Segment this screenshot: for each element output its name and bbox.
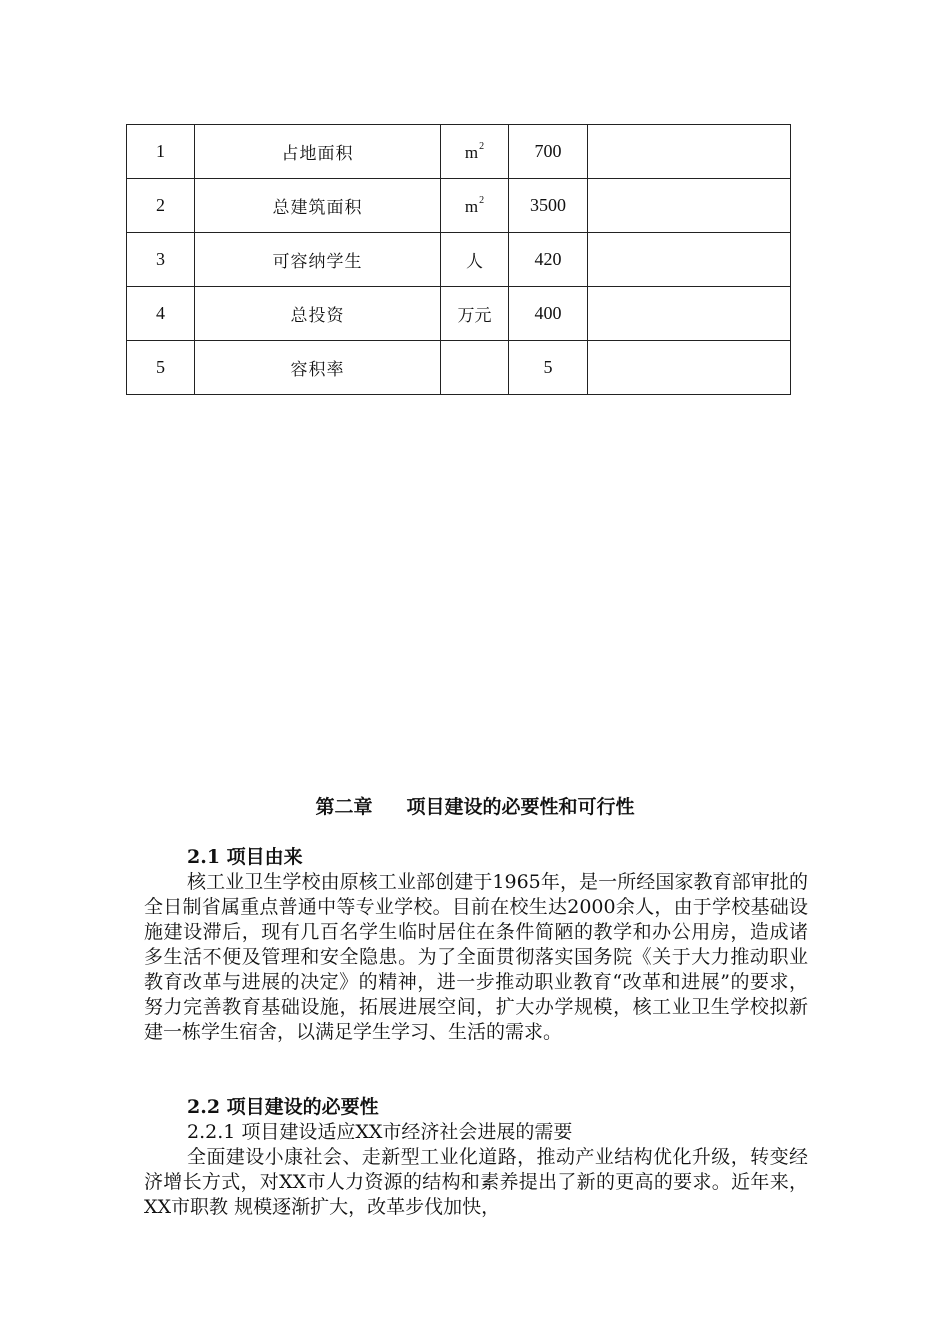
table-row <box>127 287 791 341</box>
item-unit <box>441 287 509 341</box>
section-2-2-heading: 2.2 项目建设的必要性 <box>187 1096 379 1118</box>
table-row <box>127 179 791 233</box>
unit-text: 万元 <box>457 306 492 326</box>
item-name: 占地面积 <box>195 125 441 179</box>
item-note <box>588 341 791 395</box>
item-value: 5 <box>509 341 588 395</box>
unit-text: m <box>464 142 479 162</box>
item-name: 容积率 <box>195 341 441 395</box>
section-2-1-paragraph: 核工业卫生学校由原核工业部创建于1965年，是一所经国家教育部审批的全日制省属重点普通中等专业学校。目前在校生达2000余人，由于学校基础设施建设滞后，现有几百名学生临时居住在条件简陋的教学和办公用房，造成诸多生活不便及管理和安全隐患。为了全面贯彻落实国务院《关于大力推动职业教育改革与进展的决定》的精神，进一步推动职业教育“改革和进展”的要求，努力完善教育基础设施，拓展进展空间，扩大办学规模，核工业卫生学校拟新建一栋学生宿舍，以满足学生学习、生活的需求。 <box>144 871 808 1043</box>
item-note <box>588 287 791 341</box>
chapter-title <box>0 792 950 819</box>
item-note <box>588 179 791 233</box>
item-name: 可容纳学生 <box>195 233 441 287</box>
unit-superscript: 2 <box>479 194 485 206</box>
item-unit <box>441 233 509 287</box>
table-row <box>127 125 791 179</box>
item-unit <box>441 179 509 233</box>
project-spec-table <box>126 124 791 395</box>
row-number: 3 <box>127 233 195 287</box>
item-unit <box>441 341 509 395</box>
unit-superscript: 2 <box>479 140 485 152</box>
chapter-label: 第二章 <box>315 796 373 818</box>
section-2-1-heading: 2.1 项目由来 <box>187 846 303 868</box>
unit-text: m <box>464 196 479 216</box>
row-number: 2 <box>127 179 195 233</box>
item-note <box>588 233 791 287</box>
table-row <box>127 233 791 287</box>
row-number: 4 <box>127 287 195 341</box>
spec-table-body <box>127 125 791 395</box>
chapter-heading: 项目建设的必要性和可行性 <box>406 796 635 818</box>
unit-text: 人 <box>466 252 483 272</box>
row-number: 1 <box>127 125 195 179</box>
section-2-2-paragraph: 全面建设小康社会、走新型工业化道路，推动产业结构优化升级，转变经济增长方式，对XX市人力资源的结构和素养提出了新的更高的要求。近年来，XX市职教 规模逐渐扩大，改革步伐加快， <box>144 1146 808 1218</box>
section-2-2-1-subheading: 2.2.1 项目建设适应XX市经济社会进展的需要 <box>187 1121 573 1143</box>
table-row <box>127 341 791 395</box>
row-number: 5 <box>127 341 195 395</box>
item-value: 400 <box>509 287 588 341</box>
item-value: 3500 <box>509 179 588 233</box>
item-name: 总投资 <box>195 287 441 341</box>
item-unit <box>441 125 509 179</box>
item-value: 700 <box>509 125 588 179</box>
item-value: 420 <box>509 233 588 287</box>
item-name: 总建筑面积 <box>195 179 441 233</box>
item-note <box>588 125 791 179</box>
